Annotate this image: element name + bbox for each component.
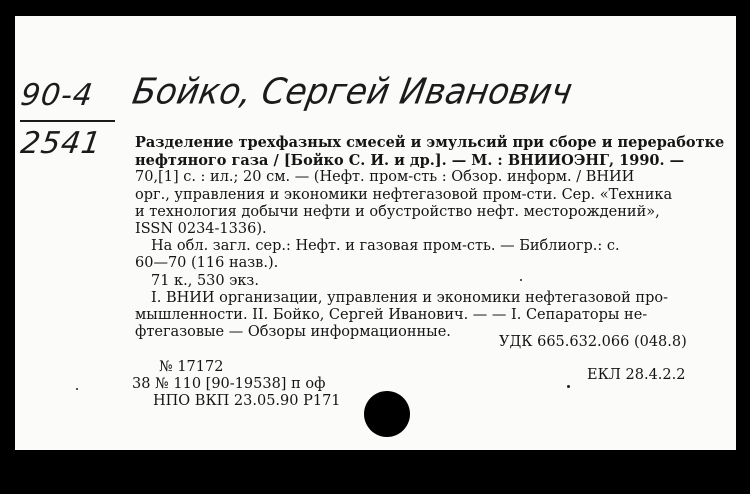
card-line-11: мышленности. II. Бойко, Сергей Иванович. — — I. Сепараторы не- <box>135 307 648 324</box>
handwritten-shelf-mark: 90-4 <box>18 78 96 113</box>
card-line-9: 71 к., 530 экз. <box>151 272 259 289</box>
card-line-7: На обл. загл. сер.: Нефт. и газовая пром-сть. — Библиогр.: с. <box>151 238 620 255</box>
handwritten-inventory-number: 2541 <box>18 126 104 161</box>
footer-line-2: 38 № 110 [90-19538] п оф <box>132 376 326 393</box>
shelf-mark-underline <box>20 120 115 122</box>
card-line-5: и технология добычи нефти и обустройство нефт. месторождений», <box>135 203 660 220</box>
dust-speck <box>520 279 522 281</box>
card-footer <box>132 359 341 411</box>
card-line-12: фтегазовые — Обзоры информационные. <box>135 324 451 341</box>
ekl-code: ЕКЛ 28.4.2.2 <box>587 367 686 383</box>
bibliographic-description <box>135 134 724 341</box>
footer-line-3: НПО ВКП 23.05.90 Р171 <box>153 393 341 410</box>
catalog-card <box>15 16 736 450</box>
card-line-2: нефтяного газа / [Бойко С. И. и др.]. — М. : ВНИИОЭНГ, 1990. — <box>135 152 685 170</box>
card-line-3: 70,[1] с. : ил.; 20 см. — (Нефт. пром-сть : Обзор. информ. / ВНИИ <box>135 169 635 186</box>
card-line-4: орг., управления и экономики нефтегазовой пром-сти. Сер. «Техника <box>135 186 673 203</box>
udk-code: УДК 665.632.066 (048.8) <box>499 334 687 350</box>
footer-line-1: № 17172 <box>159 359 224 375</box>
handwritten-author: Бойко, Сергей Иванович <box>129 71 576 113</box>
card-line-1: Разделение трехфазных смесей и эмульсий при сборе и переработке <box>135 134 725 151</box>
punch-hole <box>364 391 410 437</box>
dust-speck <box>76 388 78 390</box>
card-line-8: 60—70 (116 назв.). <box>135 255 279 272</box>
card-line-10: I. ВНИИ организации, управления и экономики нефтегазовой про- <box>151 289 668 306</box>
card-line-6: ISSN 0234-1336). <box>135 221 267 238</box>
dust-speck <box>567 385 570 388</box>
